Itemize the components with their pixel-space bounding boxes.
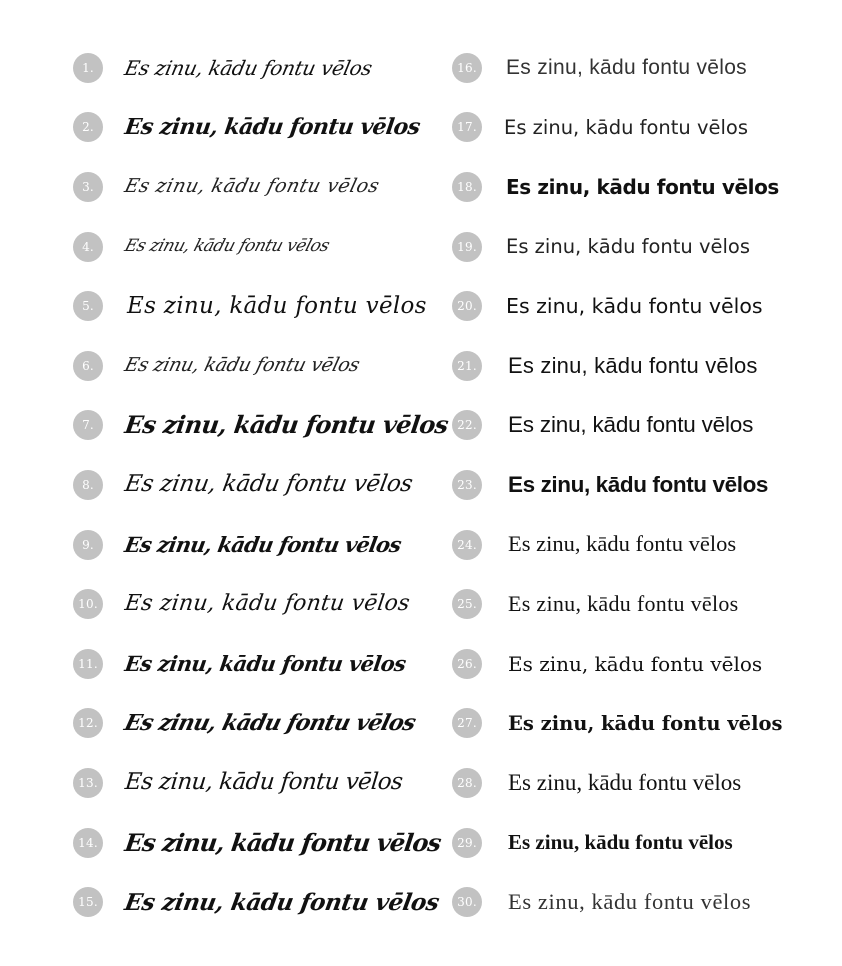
font-sample-text: Es zinu, kādu fontu vēlos [506, 293, 763, 318]
font-sample-text: Es zinu, kādu fontu vēlos [122, 175, 382, 198]
sample-number-badge: 21. [452, 351, 482, 381]
sample-number-badge: 28. [452, 768, 482, 798]
font-sample-text: Es zinu, kādu fontu vēlos [122, 532, 403, 558]
font-sample-text: Es zinu, kādu fontu vēlos [508, 770, 742, 796]
font-sample-row [73, 634, 473, 694]
font-sample-text: Es zinu, kādu fontu vēlos [506, 234, 751, 258]
font-sample-text: Es zinu, kādu fontu vēlos [123, 651, 408, 677]
font-sample-row [452, 515, 842, 575]
font-sample-text: Es zinu, kādu fontu vēlos [123, 114, 422, 141]
sample-number-badge: 26. [452, 649, 482, 679]
sample-number-badge: 8. [73, 470, 103, 500]
sample-number-badge: 2. [73, 112, 103, 142]
font-sample-text: Es zinu, kādu fontu vēlos [504, 115, 749, 139]
font-sample-row [452, 98, 842, 158]
font-sample-text: Es zinu, kādu fontu vēlos [506, 56, 747, 80]
font-sample-text: Es zinu, kādu fontu vēlos [123, 827, 443, 857]
font-sample-row [452, 276, 842, 336]
font-sample-text: Es zinu, kādu fontu vēlos [508, 531, 737, 557]
font-sample-row [452, 574, 842, 634]
font-sample-row [73, 157, 473, 217]
sample-number-badge: 6. [73, 351, 103, 381]
font-sample-text: Es zinu, kādu fontu vēlos [122, 236, 332, 257]
font-sample-text: Es zinu, kādu fontu vēlos [122, 354, 362, 377]
sample-number-badge: 9. [73, 530, 103, 560]
font-sample-row [452, 157, 842, 217]
sample-number-badge: 11. [73, 649, 103, 679]
sample-number-badge: 7. [73, 410, 103, 440]
sample-number-badge: 27. [452, 708, 482, 738]
sample-number-badge: 20. [452, 291, 482, 321]
sans-serif-fonts-column [452, 38, 842, 932]
font-sample-row [452, 753, 842, 813]
sample-number-badge: 4. [73, 232, 103, 262]
font-sample-text: Es zinu, kādu fontu vēlos [508, 830, 733, 855]
font-sample-row [73, 515, 473, 575]
font-sample-row [452, 872, 842, 932]
font-sample-text: Es zinu, kādu fontu vēlos [508, 591, 739, 617]
font-sample-row [73, 872, 473, 932]
font-sample-row [73, 396, 473, 456]
font-sample-text: Es zinu, kādu fontu vēlos [508, 711, 783, 735]
font-sample-row [452, 694, 842, 754]
font-sample-text: Es zinu, kādu fontu vēlos [122, 888, 442, 916]
font-sample-text: Es zinu, kādu fontu vēlos [122, 55, 375, 80]
font-sample-row [452, 396, 842, 456]
sample-number-badge: 13. [73, 768, 103, 798]
sample-number-badge: 17. [452, 112, 482, 142]
font-sample-row [452, 38, 842, 98]
font-sample-text: Es zinu, kādu fontu vēlos [506, 174, 779, 199]
sample-number-badge: 5. [73, 291, 103, 321]
font-sample-row [73, 38, 473, 98]
sample-number-badge: 14. [73, 828, 103, 858]
sample-number-badge: 25. [452, 589, 482, 619]
sample-number-badge: 19. [452, 232, 482, 262]
font-sample-row [73, 217, 473, 277]
font-sample-row [452, 813, 842, 873]
font-sample-row [73, 753, 473, 813]
sample-number-badge: 22. [452, 410, 482, 440]
font-sample-row [452, 217, 842, 277]
font-sample-row [452, 634, 842, 694]
sample-number-badge: 10. [73, 589, 103, 619]
font-sample-row [452, 455, 842, 515]
script-fonts-column [73, 38, 473, 932]
sample-number-badge: 15. [73, 887, 103, 917]
font-sample-row [73, 276, 473, 336]
font-sample-row [452, 336, 842, 396]
sample-number-badge: 12. [73, 708, 103, 738]
font-sample-text: Es zinu, kādu fontu vēlos [127, 292, 427, 319]
font-sample-text: Es zinu, kādu fontu vēlos [122, 471, 415, 498]
font-sample-text: Es zinu, kādu fontu vēlos [508, 651, 763, 676]
font-sample-text: Es zinu, kādu fontu vēlos [123, 769, 404, 796]
font-sample-text: Es zinu, kādu fontu vēlos [508, 412, 754, 438]
font-sample-row [73, 98, 473, 158]
sample-number-badge: 30. [452, 887, 482, 917]
font-sample-text: Es zinu, kādu fontu vēlos [123, 410, 450, 440]
font-sample-text: Es zinu, kādu fontu vēlos [508, 888, 752, 914]
font-sample-row [73, 694, 473, 754]
sample-number-badge: 1. [73, 53, 103, 83]
font-sample-row [73, 813, 473, 873]
sample-number-badge: 24. [452, 530, 482, 560]
font-sample-row [73, 336, 473, 396]
font-sample-text: Es zinu, kādu fontu vēlos [508, 471, 769, 497]
sample-number-badge: 3. [73, 172, 103, 202]
sample-number-badge: 29. [452, 828, 482, 858]
font-sample-text: Es zinu, kādu fontu vēlos [508, 352, 758, 378]
sample-number-badge: 23. [452, 470, 482, 500]
font-sample-row [73, 574, 473, 634]
font-sample-text: Es zinu, kādu fontu vēlos [121, 710, 418, 737]
font-sample-text: Es zinu, kādu fontu vēlos [123, 591, 412, 617]
sample-number-badge: 18. [452, 172, 482, 202]
sample-number-badge: 16. [452, 53, 482, 83]
font-sample-row [73, 455, 473, 515]
